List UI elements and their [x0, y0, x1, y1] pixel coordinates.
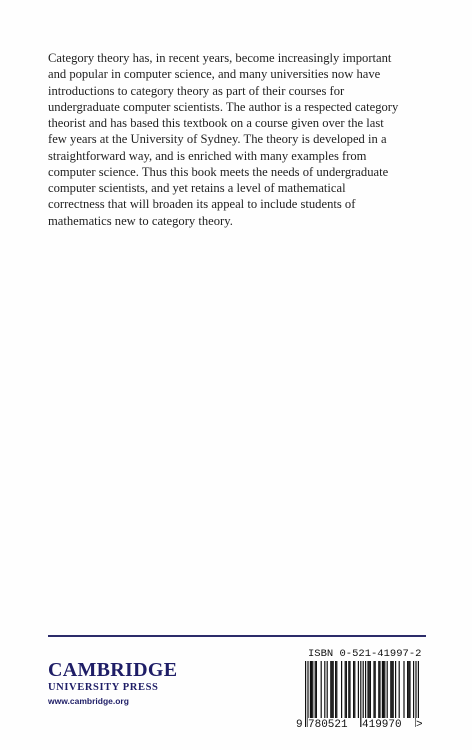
- blurb-line: and popular in computer science, and many universities now have: [48, 67, 381, 82]
- barcode-bar: [330, 661, 331, 718]
- blurb-line: theorist and has based this textbook on a course given over the last: [48, 116, 384, 130]
- barcode-bar: [375, 661, 376, 718]
- barcode-bar: [387, 661, 388, 718]
- barcode-bar: [365, 661, 366, 718]
- publisher-name: CAMBRIDGE: [48, 659, 178, 681]
- barcode-bar: [321, 661, 322, 718]
- blurb-line: introductions to category theory as part of their courses for: [48, 83, 345, 98]
- blurb-line: undergraduate computer scientists. The author is a respected category: [48, 99, 399, 114]
- ean-digits: [296, 718, 426, 732]
- barcode-bar: [335, 661, 336, 718]
- barcode-bar: [383, 661, 384, 718]
- barcode-bar: [312, 661, 313, 718]
- barcode: [296, 661, 426, 733]
- ean-lead-digit: 9: [296, 719, 303, 731]
- barcode-bar: [399, 661, 400, 718]
- ean-left-digits: 780521: [308, 719, 348, 731]
- blurb-line: straightforward way, and is enriched with many examples from: [48, 148, 367, 163]
- barcode-bar: [378, 661, 379, 718]
- barcode-bar: [353, 661, 354, 718]
- back-cover-blurb: [48, 50, 448, 229]
- barcode-bar: [390, 661, 391, 718]
- blurb-line: few years at the University of Sydney. The theory is developed in a: [48, 132, 387, 147]
- barcode-bar: [384, 661, 385, 718]
- horizontal-rule: [48, 635, 426, 637]
- barcode-bar: [358, 661, 359, 718]
- barcode-bar: [354, 661, 355, 718]
- barcode-bar: [315, 661, 316, 718]
- barcode-bar: [391, 661, 392, 718]
- barcode-bar: [407, 661, 408, 718]
- barcode-bar: [348, 661, 349, 718]
- barcode-bar: [311, 661, 312, 718]
- barcode-bar: [331, 661, 332, 718]
- publisher-subtitle: UNIVERSITY PRESS: [48, 682, 159, 693]
- publisher-logo: [48, 660, 188, 707]
- barcode-bar: [341, 661, 342, 718]
- barcode-bar: [393, 661, 394, 718]
- publisher-url: www.cambridge.org: [48, 696, 129, 706]
- blurb-line: correctness that will broaden its appeal to include students of: [48, 197, 356, 212]
- ean-tail-mark: >: [416, 719, 423, 731]
- barcode-bar: [349, 661, 350, 718]
- barcode-bar: [403, 661, 404, 718]
- barcode-bar: [316, 661, 317, 718]
- blurb-line: computer scientists, and yet retains a level of mathematical: [48, 181, 346, 195]
- barcode-bar: [408, 661, 409, 718]
- barcode-bar: [395, 661, 396, 718]
- barcode-bar: [370, 661, 371, 718]
- barcode-bar: [336, 661, 337, 718]
- barcode-bar: [327, 661, 328, 718]
- blurb-line: computer science. Thus this book meets the needs of undergraduate: [48, 164, 389, 179]
- barcode-bar: [367, 661, 368, 718]
- ean-right-digits: 419970: [362, 719, 402, 731]
- barcode-bar: [333, 661, 334, 718]
- barcode-bar: [324, 661, 325, 718]
- barcode-bar: [413, 661, 414, 718]
- blurb-line: mathematics new to category theory.: [48, 213, 233, 228]
- barcode-bar: [345, 661, 346, 718]
- barcode-bar: [409, 661, 410, 718]
- blurb-line: Category theory has, in recent years, become increasingly important: [48, 51, 392, 65]
- isbn-label: ISBN 0-521-41997-2: [308, 648, 422, 660]
- barcode-bar: [373, 661, 374, 718]
- barcode-bar: [379, 661, 380, 718]
- barcode-bar: [382, 661, 383, 718]
- barcode-bar: [346, 661, 347, 718]
- barcode-bar: [369, 661, 370, 718]
- barcode-bar: [310, 661, 311, 718]
